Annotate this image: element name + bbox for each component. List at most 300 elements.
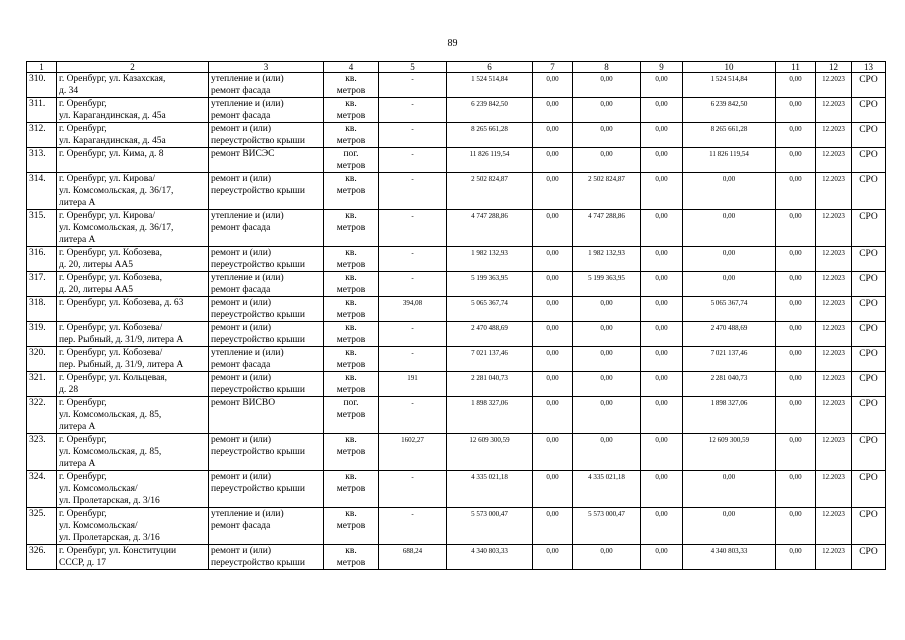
text-line: метров: [336, 484, 366, 494]
cost-cell: 0,00: [573, 297, 641, 322]
cost-cell: 0,00: [776, 123, 816, 148]
table-row: [27, 272, 886, 297]
column-number-header: 4: [324, 62, 379, 73]
column-number-header: 12: [816, 62, 852, 73]
address-cell: [57, 98, 209, 123]
method-cell: СРО: [852, 247, 886, 272]
text-line: ремонт и (или): [211, 323, 272, 333]
unit-cell: [324, 210, 379, 247]
cost-cell: 0,00: [683, 210, 776, 247]
cost-cell: 0,00: [641, 471, 683, 508]
column-number-header: 8: [573, 62, 641, 73]
method-cell: СРО: [852, 471, 886, 508]
cost-cell: 1 524 514,84: [683, 73, 776, 98]
work-type-cell: [209, 272, 324, 297]
work-type-cell: [209, 123, 324, 148]
method-cell: СРО: [852, 297, 886, 322]
unit-cell: [324, 173, 379, 210]
completion-date-cell: 12.2023: [816, 98, 852, 123]
text-line: переустройство крыши: [211, 310, 305, 320]
method-cell: СРО: [852, 173, 886, 210]
total-cost-cell: 5 065 367,74: [447, 297, 533, 322]
total-cost-cell: 8 265 661,28: [447, 123, 533, 148]
text-line: переустройство крыши: [211, 186, 305, 196]
text-line: ремонт и (или): [211, 124, 272, 134]
address-cell: [57, 73, 209, 98]
address-cell: [57, 508, 209, 545]
table-row: [27, 98, 886, 123]
text-line: переустройство крыши: [211, 447, 305, 457]
unit-cell: [324, 123, 379, 148]
cost-cell: 0,00: [641, 397, 683, 434]
text-line: кв.: [345, 99, 357, 109]
quantity-cell: -: [379, 272, 447, 297]
text-line: метров: [336, 223, 366, 233]
text-line: г. Оренбург,: [59, 435, 107, 445]
cost-cell: 11 826 119,54: [683, 148, 776, 173]
work-type-cell: [209, 347, 324, 372]
text-line: ул. Комсомольская/: [59, 521, 138, 531]
row-number-cell: 320.: [27, 347, 57, 372]
address-cell: [57, 247, 209, 272]
text-line: утепление и (или): [211, 74, 284, 84]
address-cell: [57, 173, 209, 210]
cost-cell: 0,00: [641, 148, 683, 173]
table-row: [27, 397, 886, 434]
text-line: пог.: [343, 398, 359, 408]
text-line: ул. Карагандинская, д. 45а: [59, 111, 166, 121]
total-cost-cell: 7 021 137,46: [447, 347, 533, 372]
quantity-cell: -: [379, 508, 447, 545]
quantity-cell: -: [379, 397, 447, 434]
cost-cell: 0,00: [533, 272, 573, 297]
method-cell: СРО: [852, 148, 886, 173]
text-line: г. Оренбург, ул. Кирова/: [59, 211, 155, 221]
cost-cell: 0,00: [641, 372, 683, 397]
column-number-header: 2: [57, 62, 209, 73]
cost-cell: 0,00: [573, 372, 641, 397]
work-type-cell: [209, 173, 324, 210]
method-cell: СРО: [852, 322, 886, 347]
text-line: г. Оренбург, ул. Казахская,: [59, 74, 166, 84]
text-line: утепление и (или): [211, 509, 284, 519]
text-line: ремонт ВИСВО: [211, 398, 276, 408]
table-row: [27, 247, 886, 272]
text-line: метров: [336, 521, 366, 531]
work-type-cell: [209, 73, 324, 98]
cost-cell: 0,00: [641, 247, 683, 272]
text-line: кв.: [345, 546, 357, 556]
unit-cell: [324, 508, 379, 545]
table-row: [27, 210, 886, 247]
completion-date-cell: 12.2023: [816, 508, 852, 545]
column-number-header: 13: [852, 62, 886, 73]
cost-cell: 0,00: [573, 98, 641, 123]
work-type-cell: [209, 545, 324, 570]
total-cost-cell: 12 609 300,59: [447, 434, 533, 471]
total-cost-cell: 6 239 842,50: [447, 98, 533, 123]
cost-cell: 0,00: [573, 123, 641, 148]
text-line: г. Оренбург, ул. Кобозева,: [59, 273, 162, 283]
cost-cell: 0,00: [533, 123, 573, 148]
table-row: [27, 347, 886, 372]
table-row: [27, 73, 886, 98]
total-cost-cell: 4 340 803,33: [447, 545, 533, 570]
cost-cell: 0,00: [776, 210, 816, 247]
address-cell: [57, 347, 209, 372]
cost-cell: 0,00: [641, 508, 683, 545]
cost-cell: 0,00: [641, 210, 683, 247]
column-numbers-row: [27, 62, 886, 73]
text-line: кв.: [345, 174, 357, 184]
text-line: СССР, д. 17: [59, 558, 106, 568]
quantity-cell: -: [379, 322, 447, 347]
completion-date-cell: 12.2023: [816, 73, 852, 98]
row-number-cell: 324.: [27, 471, 57, 508]
row-number-cell: 317.: [27, 272, 57, 297]
cost-cell: 0,00: [641, 98, 683, 123]
address-cell: [57, 471, 209, 508]
text-line: д. 34: [59, 86, 79, 96]
text-line: ремонт и (или): [211, 298, 272, 308]
text-line: ремонт и (или): [211, 435, 272, 445]
completion-date-cell: 12.2023: [816, 297, 852, 322]
row-number-cell: 323.: [27, 434, 57, 471]
row-number-cell: 322.: [27, 397, 57, 434]
text-line: пер. Рыбный, д. 31/9, литера А: [59, 360, 184, 370]
text-line: метров: [336, 111, 366, 121]
completion-date-cell: 12.2023: [816, 545, 852, 570]
unit-cell: [324, 471, 379, 508]
quantity-cell: 394,08: [379, 297, 447, 322]
completion-date-cell: 12.2023: [816, 148, 852, 173]
cost-cell: 0,00: [573, 434, 641, 471]
text-line: ул. Комсомольская, д. 36/17,: [59, 223, 174, 233]
cost-cell: 0,00: [533, 297, 573, 322]
completion-date-cell: 12.2023: [816, 247, 852, 272]
address-cell: [57, 123, 209, 148]
method-cell: СРО: [852, 372, 886, 397]
cost-cell: 12 609 300,59: [683, 434, 776, 471]
text-line: г. Оренбург,: [59, 99, 107, 109]
table-row: [27, 148, 886, 173]
method-cell: СРО: [852, 98, 886, 123]
text-line: кв.: [345, 509, 357, 519]
text-line: ул. Карагандинская, д. 45а: [59, 136, 166, 146]
repair-schedule-table: [26, 61, 886, 570]
column-number-header: 9: [641, 62, 683, 73]
cost-cell: 0,00: [573, 545, 641, 570]
row-number-cell: 326.: [27, 545, 57, 570]
cost-cell: 0,00: [776, 173, 816, 210]
cost-cell: 4 340 803,33: [683, 545, 776, 570]
table-row: [27, 471, 886, 508]
cost-cell: 0,00: [641, 434, 683, 471]
cost-cell: 0,00: [776, 434, 816, 471]
text-line: метров: [336, 136, 366, 146]
cost-cell: 0,00: [533, 73, 573, 98]
text-line: г. Оренбург,: [59, 124, 107, 134]
cost-cell: 5 065 367,74: [683, 297, 776, 322]
cost-cell: 0,00: [641, 347, 683, 372]
text-line: ремонт фасада: [211, 285, 271, 295]
table-row: [27, 545, 886, 570]
text-line: метров: [336, 285, 366, 295]
table-row: [27, 372, 886, 397]
text-line: г. Оренбург, ул. Кобозева/: [59, 323, 163, 333]
text-line: кв.: [345, 472, 357, 482]
cost-cell: 0,00: [533, 372, 573, 397]
work-type-cell: [209, 372, 324, 397]
text-line: г. Оренбург,: [59, 472, 107, 482]
total-cost-cell: 1 982 132,93: [447, 247, 533, 272]
cost-cell: 4 747 288,86: [573, 210, 641, 247]
address-cell: [57, 322, 209, 347]
cost-cell: 0,00: [641, 123, 683, 148]
row-number-cell: 319.: [27, 322, 57, 347]
cost-cell: 0,00: [573, 322, 641, 347]
column-number-header: 6: [447, 62, 533, 73]
text-line: метров: [336, 310, 366, 320]
address-cell: [57, 545, 209, 570]
completion-date-cell: 12.2023: [816, 471, 852, 508]
row-number-cell: 315.: [27, 210, 57, 247]
text-line: переустройство крыши: [211, 558, 305, 568]
cost-cell: 8 265 661,28: [683, 123, 776, 148]
cost-cell: 0,00: [533, 173, 573, 210]
text-line: утепление и (или): [211, 211, 284, 221]
cost-cell: 0,00: [776, 73, 816, 98]
row-number-cell: 314.: [27, 173, 57, 210]
text-line: кв.: [345, 435, 357, 445]
address-cell: [57, 434, 209, 471]
text-line: метров: [336, 447, 366, 457]
text-line: кв.: [345, 348, 357, 358]
completion-date-cell: 12.2023: [816, 173, 852, 210]
row-number-cell: 318.: [27, 297, 57, 322]
column-number-header: 7: [533, 62, 573, 73]
row-number-cell: 312.: [27, 123, 57, 148]
text-line: ремонт и (или): [211, 174, 272, 184]
unit-cell: [324, 347, 379, 372]
text-line: переустройство крыши: [211, 484, 305, 494]
unit-cell: [324, 372, 379, 397]
work-type-cell: [209, 148, 324, 173]
unit-cell: [324, 98, 379, 123]
text-line: переустройство крыши: [211, 335, 305, 345]
unit-cell: [324, 272, 379, 297]
address-cell: [57, 210, 209, 247]
address-cell: [57, 148, 209, 173]
text-line: литера А: [59, 459, 96, 469]
cost-cell: 0,00: [776, 545, 816, 570]
total-cost-cell: 2 281 040,73: [447, 372, 533, 397]
text-line: кв.: [345, 74, 357, 84]
total-cost-cell: 11 826 119,54: [447, 148, 533, 173]
row-number-cell: 325.: [27, 508, 57, 545]
method-cell: СРО: [852, 272, 886, 297]
text-line: ремонт и (или): [211, 373, 272, 383]
work-type-cell: [209, 297, 324, 322]
text-line: метров: [336, 186, 366, 196]
text-line: кв.: [345, 323, 357, 333]
quantity-cell: -: [379, 148, 447, 173]
text-line: ремонт фасада: [211, 223, 271, 233]
completion-date-cell: 12.2023: [816, 123, 852, 148]
text-line: переустройство крыши: [211, 385, 305, 395]
work-type-cell: [209, 434, 324, 471]
cost-cell: 0,00: [641, 322, 683, 347]
text-line: ул. Пролетарская, д. 3/16: [59, 496, 160, 506]
unit-cell: [324, 545, 379, 570]
cost-cell: 0,00: [533, 148, 573, 173]
completion-date-cell: 12.2023: [816, 372, 852, 397]
text-line: кв.: [345, 273, 357, 283]
row-number-cell: 321.: [27, 372, 57, 397]
text-line: ремонт фасада: [211, 360, 271, 370]
text-line: утепление и (или): [211, 348, 284, 358]
text-line: литера А: [59, 422, 96, 432]
page-number: 89: [447, 38, 458, 49]
quantity-cell: 191: [379, 372, 447, 397]
text-line: метров: [336, 161, 366, 171]
text-line: метров: [336, 410, 366, 420]
cost-cell: 0,00: [573, 148, 641, 173]
row-number-cell: 313.: [27, 148, 57, 173]
table-row: [27, 508, 886, 545]
text-line: метров: [336, 335, 366, 345]
cost-cell: 0,00: [641, 73, 683, 98]
cost-cell: 0,00: [776, 397, 816, 434]
text-line: ремонт и (или): [211, 248, 272, 258]
method-cell: СРО: [852, 397, 886, 434]
cost-cell: 2 502 824,87: [573, 173, 641, 210]
cost-cell: 6 239 842,50: [683, 98, 776, 123]
cost-cell: 0,00: [683, 173, 776, 210]
text-line: кв.: [345, 248, 357, 258]
text-line: ремонт фасада: [211, 521, 271, 531]
total-cost-cell: 5 199 363,95: [447, 272, 533, 297]
cost-cell: 0,00: [533, 322, 573, 347]
cost-cell: 0,00: [641, 173, 683, 210]
completion-date-cell: 12.2023: [816, 347, 852, 372]
cost-cell: 0,00: [776, 98, 816, 123]
unit-cell: [324, 397, 379, 434]
cost-cell: 0,00: [776, 272, 816, 297]
text-line: д. 28: [59, 385, 79, 395]
cost-cell: 0,00: [533, 508, 573, 545]
text-line: ул. Комсомольская, д. 36/17,: [59, 186, 174, 196]
method-cell: СРО: [852, 508, 886, 545]
text-line: г. Оренбург, ул. Конституции: [59, 546, 177, 556]
cost-cell: 0,00: [683, 471, 776, 508]
text-line: г. Оренбург, ул. Кирова/: [59, 174, 155, 184]
total-cost-cell: 1 524 514,84: [447, 73, 533, 98]
method-cell: СРО: [852, 73, 886, 98]
work-type-cell: [209, 322, 324, 347]
table-row: [27, 297, 886, 322]
text-line: кв.: [345, 298, 357, 308]
text-line: г. Оренбург, ул. Кобозева, д. 63: [59, 298, 184, 308]
table-row: [27, 322, 886, 347]
text-line: кв.: [345, 373, 357, 383]
text-line: д. 20, литеры АА5: [59, 260, 134, 270]
cost-cell: 2 281 040,73: [683, 372, 776, 397]
cost-cell: 0,00: [641, 545, 683, 570]
text-line: метров: [336, 360, 366, 370]
column-number-header: 3: [209, 62, 324, 73]
cost-cell: 0,00: [683, 508, 776, 545]
column-number-header: 11: [776, 62, 816, 73]
unit-cell: [324, 322, 379, 347]
total-cost-cell: 5 573 000,47: [447, 508, 533, 545]
text-line: утепление и (или): [211, 99, 284, 109]
cost-cell: 2 470 488,69: [683, 322, 776, 347]
address-cell: [57, 397, 209, 434]
text-line: д. 20, литеры АА5: [59, 285, 134, 295]
work-type-cell: [209, 247, 324, 272]
total-cost-cell: 4 747 288,86: [447, 210, 533, 247]
cost-cell: 0,00: [776, 247, 816, 272]
text-line: переустройство крыши: [211, 136, 305, 146]
cost-cell: 1 898 327,06: [683, 397, 776, 434]
cost-cell: 0,00: [776, 372, 816, 397]
work-type-cell: [209, 210, 324, 247]
cost-cell: 0,00: [533, 98, 573, 123]
text-line: г. Оренбург, ул. Кобозева/: [59, 348, 163, 358]
cost-cell: 0,00: [776, 322, 816, 347]
cost-cell: 0,00: [573, 397, 641, 434]
quantity-cell: 1602,27: [379, 434, 447, 471]
text-line: ул. Комсомольская, д. 85,: [59, 410, 162, 420]
quantity-cell: 688,24: [379, 545, 447, 570]
row-number-cell: 310.: [27, 73, 57, 98]
column-number-header: 1: [27, 62, 57, 73]
completion-date-cell: 12.2023: [816, 210, 852, 247]
quantity-cell: -: [379, 73, 447, 98]
row-number-cell: 316.: [27, 247, 57, 272]
text-line: пог.: [343, 149, 359, 159]
text-line: метров: [336, 86, 366, 96]
text-line: г. Оренбург, ул. Кольцевая,: [59, 373, 168, 383]
text-line: переустройство крыши: [211, 260, 305, 270]
quantity-cell: -: [379, 471, 447, 508]
cost-cell: 0,00: [533, 210, 573, 247]
total-cost-cell: 4 335 021,18: [447, 471, 533, 508]
text-line: метров: [336, 558, 366, 568]
cost-cell: 5 573 000,47: [573, 508, 641, 545]
method-cell: СРО: [852, 347, 886, 372]
total-cost-cell: 1 898 327,06: [447, 397, 533, 434]
text-line: г. Оренбург, ул. Кобозева,: [59, 248, 162, 258]
quantity-cell: -: [379, 98, 447, 123]
text-line: метров: [336, 385, 366, 395]
cost-cell: 7 021 137,46: [683, 347, 776, 372]
quantity-cell: -: [379, 347, 447, 372]
cost-cell: 0,00: [776, 347, 816, 372]
quantity-cell: -: [379, 173, 447, 210]
row-number-cell: 311.: [27, 98, 57, 123]
text-line: ул. Комсомольская/: [59, 484, 138, 494]
text-line: ремонт и (или): [211, 546, 272, 556]
text-line: г. Оренбург, ул. Кима, д. 8: [59, 149, 164, 159]
quantity-cell: -: [379, 247, 447, 272]
text-line: утепление и (или): [211, 273, 284, 283]
work-type-cell: [209, 508, 324, 545]
cost-cell: 0,00: [533, 347, 573, 372]
text-line: ремонт фасада: [211, 86, 271, 96]
text-line: ремонт фасада: [211, 111, 271, 121]
